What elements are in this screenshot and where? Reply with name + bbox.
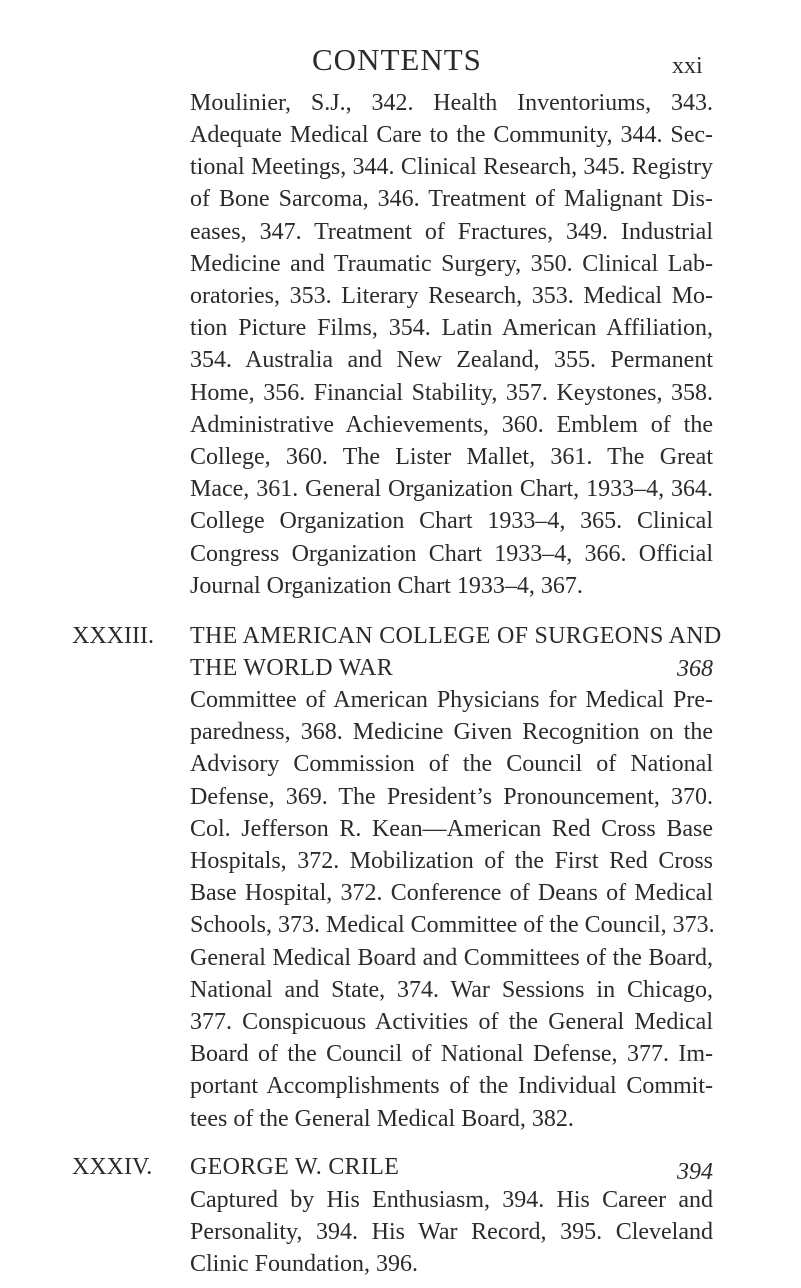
toc-line: eases, 347. Treatment of Fractures, 349. Industrial [190,219,713,245]
toc-line: Defense, 369. The President’s Pronouncement, 370. [190,784,713,810]
chapter-page: 368 [677,656,713,682]
chapter-title: GEORGE W. CRILE [190,1154,400,1180]
toc-line: 377. Conspicuous Activities of the General Medical [190,1009,713,1035]
toc-line: Col. Jefferson R. Kean—American Red Cross Base [190,816,713,842]
toc-line: National and State, 374. War Sessions in Chicago, [190,977,713,1003]
toc-line: Personality, 394. His War Record, 395. Cleveland [190,1219,713,1245]
toc-line: paredness, 368. Medicine Given Recognition on the [190,719,713,745]
toc-line: of Bone Sarcoma, 346. Treatment of Malignant Dis- [190,186,713,212]
toc-line: Medicine and Traumatic Surgery, 350. Clinical Lab- [190,251,713,277]
chapter-numeral: XXXIII. [72,623,154,649]
toc-line: College Organization Chart 1933–4, 365. Clinical [190,508,713,534]
toc-line: tion Picture Films, 354. Latin American Affiliation, [190,315,713,341]
toc-line: 354. Australia and New Zealand, 355. Permanent [190,347,713,373]
chapter-page: 394 [677,1159,713,1185]
toc-line: Schools, 373. Medical Committee of the Council, 373. [190,912,715,938]
toc-line: General Medical Board and Committees of the Board, [190,945,713,971]
toc-line: Journal Organization Chart 1933–4, 367. [190,573,583,599]
toc-line: Captured by His Enthusiasm, 394. His Career and [190,1187,713,1213]
toc-line: Base Hospital, 372. Conference of Deans of Medical [190,880,713,906]
chapter-title: THE WORLD WAR [190,655,394,681]
toc-line: Administrative Achievements, 360. Emblem of the [190,412,713,438]
toc-line: Advisory Commission of the Council of National [190,751,713,777]
toc-line: Home, 356. Financial Stability, 357. Keystones, 358. [190,380,713,406]
toc-line: Congress Organization Chart 1933–4, 366. Official [190,541,713,567]
toc-line: Moulinier, S.J., 342. Health Inventoriums, 343. [190,90,713,116]
toc-line: Board of the Council of National Defense, 377. Im- [190,1041,713,1067]
toc-line: Hospitals, 372. Mobilization of the First Red Cross [190,848,713,874]
toc-line: Committee of American Physicians for Medical Pre- [190,687,713,713]
running-head [0,40,801,80]
toc-line: College, 360. The Lister Mallet, 361. The Great [190,444,713,470]
toc-line: oratories, 353. Literary Research, 353. Medical Mo- [190,283,713,309]
chapter-numeral: XXXIV. [72,1154,153,1180]
toc-line: portant Accomplishments of the Individual Commit- [190,1073,713,1099]
page-number: xxi [672,53,703,79]
toc-line: Adequate Medical Care to the Community, 344. Sec- [190,122,713,148]
chapter-title: THE AMERICAN COLLEGE OF SURGEONS AND [190,623,722,649]
toc-line: tional Meetings, 344. Clinical Research, 345. Registry [190,154,713,180]
running-title: CONTENTS [312,42,482,77]
toc-line: tees of the General Medical Board, 382. [190,1106,574,1132]
toc-line: Clinic Foundation, 396. [190,1251,418,1277]
toc-line: Mace, 361. General Organization Chart, 1933–4, 364. [190,476,713,502]
